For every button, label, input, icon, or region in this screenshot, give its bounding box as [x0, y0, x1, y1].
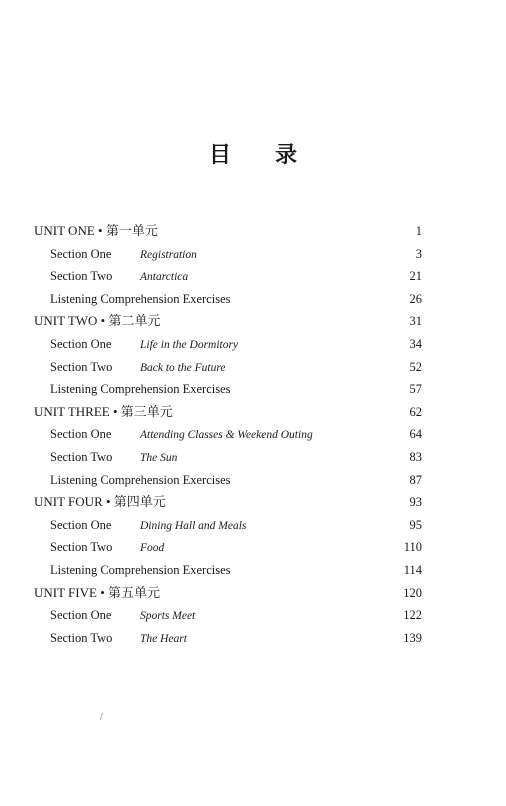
toc-page-number: 31 — [409, 314, 422, 329]
toc-entry-label: Section Two — [50, 269, 113, 284]
toc-section-title: Sports Meet — [140, 610, 196, 623]
toc-section-title: Life in the Dormitory — [140, 338, 239, 351]
toc-section-row — [34, 243, 424, 266]
toc-entry-label: UNIT THREE • 第三单元 — [34, 403, 173, 419]
toc-section-row — [34, 514, 424, 537]
toc-entry-label: Section One — [50, 336, 112, 351]
toc-entry-label: UNIT FOUR • 第四单元 — [34, 494, 166, 510]
page-title-char-2: 录 — [275, 142, 298, 167]
toc-unit-row — [34, 582, 424, 605]
toc-page-number: 57 — [409, 382, 422, 397]
toc-page-number: 1 — [415, 224, 422, 238]
toc-section-row — [34, 604, 424, 627]
toc-entry-label: Listening Comprehension Exercises — [50, 472, 231, 487]
toc-page-number: 120 — [403, 585, 422, 600]
toc-page-number: 122 — [403, 608, 422, 623]
toc-section-title: The Heart — [140, 632, 187, 645]
toc-listening-row — [34, 288, 424, 311]
toc-listening-row — [34, 469, 424, 492]
toc-entry-label: UNIT FIVE • 第五单元 — [34, 584, 161, 600]
toc-section-title: Antarctica — [140, 271, 189, 284]
toc-section-title: The Sun — [140, 451, 178, 464]
toc-section-row — [34, 333, 424, 356]
toc-section-row — [34, 536, 424, 559]
toc-page-number: 52 — [409, 359, 422, 374]
toc-unit-row — [34, 401, 424, 424]
toc-unit-row — [34, 220, 424, 243]
toc-page-number: 26 — [409, 291, 422, 306]
toc-unit-row — [34, 310, 424, 333]
page-title — [0, 138, 506, 169]
toc-entry-label: Section Two — [50, 540, 113, 555]
toc-entry-label: Section Two — [50, 359, 113, 374]
toc-page-number: 34 — [409, 336, 422, 351]
toc-section-row — [34, 356, 424, 379]
toc-entry-label: Section One — [50, 608, 112, 623]
toc-entry-label: Listening Comprehension Exercises — [50, 562, 231, 577]
toc-entry-label: Section Two — [50, 449, 113, 464]
toc-page-number: 64 — [409, 427, 422, 442]
toc-entry-label: Section Two — [50, 630, 113, 645]
toc-entry-label: Listening Comprehension Exercises — [50, 291, 231, 306]
table-of-contents — [34, 220, 424, 649]
toc-entry-label: UNIT TWO • 第二单元 — [34, 313, 161, 329]
scan-speck: / — [100, 712, 103, 723]
toc-section-title: Registration — [140, 248, 197, 261]
toc-entry-label: Section One — [50, 427, 112, 442]
toc-page-number: 93 — [409, 495, 422, 510]
page-title-char-1: 目 — [208, 142, 231, 167]
toc-entry-label: Section One — [50, 517, 112, 532]
toc-section-title: Dining Hall and Meals — [140, 519, 247, 532]
toc-section-row — [34, 423, 424, 446]
toc-unit-row — [34, 491, 424, 514]
toc-section-title: Attending Classes & Weekend Outing — [140, 429, 313, 442]
toc-page-number: 21 — [409, 269, 422, 284]
toc-section-row — [34, 627, 424, 650]
toc-section-title: Back to the Future — [140, 361, 226, 374]
toc-page-number: 110 — [403, 540, 422, 555]
toc-entry-label: UNIT ONE • 第一单元 — [34, 223, 158, 238]
toc-entry-label: Listening Comprehension Exercises — [50, 382, 231, 397]
toc-page-number: 3 — [415, 246, 422, 261]
toc-section-title: Food — [140, 542, 165, 555]
toc-page-number: 87 — [409, 472, 422, 487]
toc-section-row — [34, 265, 424, 288]
toc-page-number: 139 — [403, 630, 422, 645]
toc-page-number: 95 — [409, 517, 422, 532]
toc-listening-row — [34, 559, 424, 582]
toc-entry-label: Section One — [50, 246, 112, 261]
toc-page-number: 62 — [409, 404, 422, 419]
toc-section-row — [34, 446, 424, 469]
toc-listening-row — [34, 378, 424, 401]
toc-page-number: 83 — [409, 449, 422, 464]
toc-page-number: 114 — [403, 562, 422, 577]
